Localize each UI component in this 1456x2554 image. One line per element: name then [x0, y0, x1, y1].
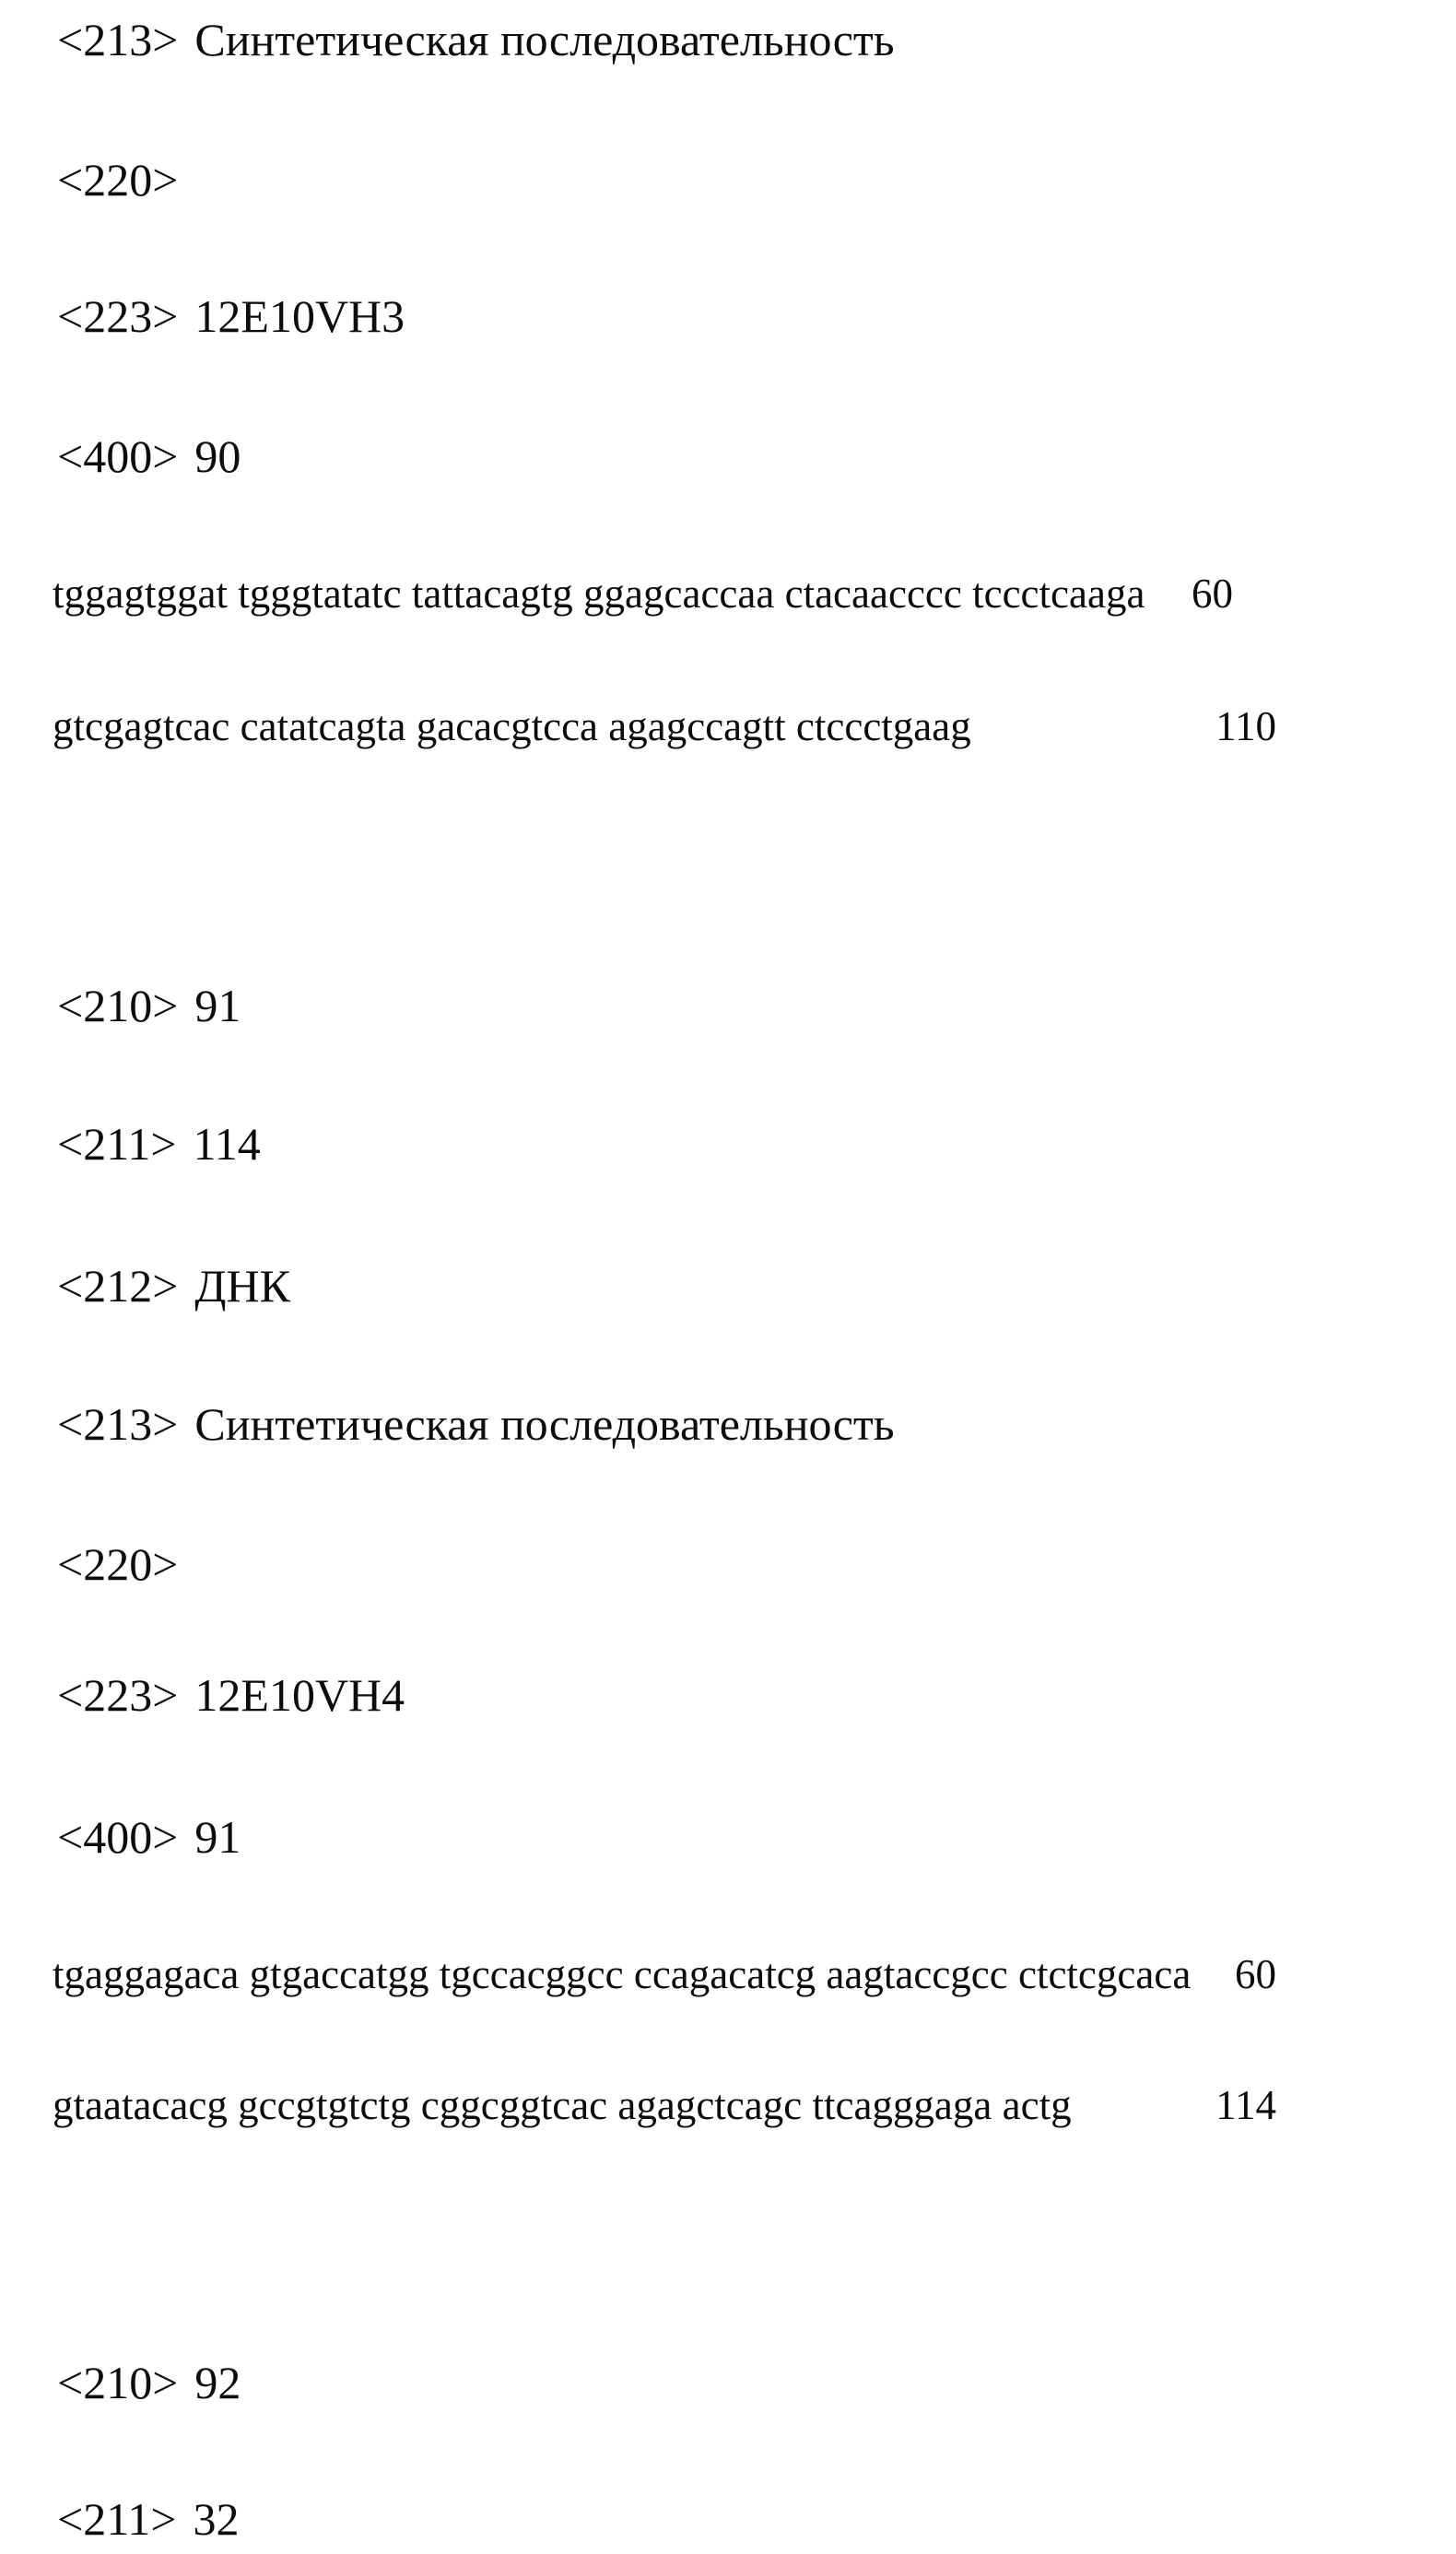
nucleotide-sequence: gtcgagtcac catatcagta gacacgtcca agagccagtt ctccctgaag [53, 703, 971, 749]
nucleotide-sequence: tggagtggat tgggtatatc tattacagtg ggagcaccaa ctacaacccc tccctcaaga [53, 571, 1145, 617]
tag-number: <400> [57, 430, 179, 482]
sequence-data-line [53, 2083, 1401, 2129]
tag-line-400 [57, 431, 1401, 482]
sequence-data-line [53, 704, 1401, 750]
sequence-data-line [53, 571, 1401, 618]
tag-value: Синтетическая последовательность [194, 1398, 895, 1450]
tag-line-223 [57, 1670, 1401, 1721]
tag-line-212 [57, 1261, 1401, 1312]
tag-number: <220> [57, 1538, 179, 1590]
tag-number: <210> [57, 980, 179, 1031]
tag-line-400 [57, 1812, 1401, 1863]
nucleotide-sequence: gtaatacacg gccgtgtctg cggcggtcac agagctcagc ttcagggaga actg [53, 2082, 1072, 2128]
tag-value: 91 [194, 1811, 241, 1863]
tag-line-211 [57, 2494, 1401, 2545]
tag-line-220 [57, 155, 1401, 206]
tag-line-210 [57, 2358, 1401, 2408]
tag-number: <210> [57, 2357, 179, 2408]
tag-line-210 [57, 981, 1401, 1031]
tag-number: <220> [57, 154, 179, 206]
tag-value: 12E10VH3 [194, 290, 405, 342]
tag-value: 114 [193, 1118, 261, 1170]
sequence-position-number: 114 [1215, 2082, 1276, 2128]
tag-value: 91 [194, 980, 241, 1031]
tag-value: ДНК [194, 1260, 290, 1312]
sequence-position-number: 60 [1192, 571, 1233, 617]
tag-value: Синтетическая последовательность [194, 14, 895, 65]
tag-number: <223> [57, 1669, 179, 1721]
tag-line-213 [57, 1399, 1401, 1450]
tag-number: <212> [57, 1260, 179, 1312]
sequence-data-line [53, 1952, 1401, 1998]
tag-line-211 [57, 1119, 1401, 1170]
sequence-position-number: 110 [1215, 703, 1276, 749]
tag-number: <211> [57, 1118, 177, 1170]
tag-value: 92 [194, 2357, 241, 2408]
nucleotide-sequence: tgaggagaca gtgaccatgg tgccacggcc ccagacatcg aagtaccgcc ctctcgcaca [53, 1951, 1192, 1997]
tag-number: <400> [57, 1811, 179, 1863]
tag-line-213 [57, 15, 1401, 65]
tag-value: 90 [194, 430, 241, 482]
tag-line-223 [57, 291, 1401, 342]
tag-number: <213> [57, 1398, 179, 1450]
tag-line-220 [57, 1539, 1401, 1590]
tag-value: 32 [193, 2493, 240, 2545]
tag-number: <223> [57, 290, 179, 342]
sequence-position-number: 60 [1235, 1951, 1276, 1997]
tag-number: <213> [57, 14, 179, 65]
tag-number: <211> [57, 2493, 177, 2545]
tag-value: 12E10VH4 [194, 1669, 405, 1721]
